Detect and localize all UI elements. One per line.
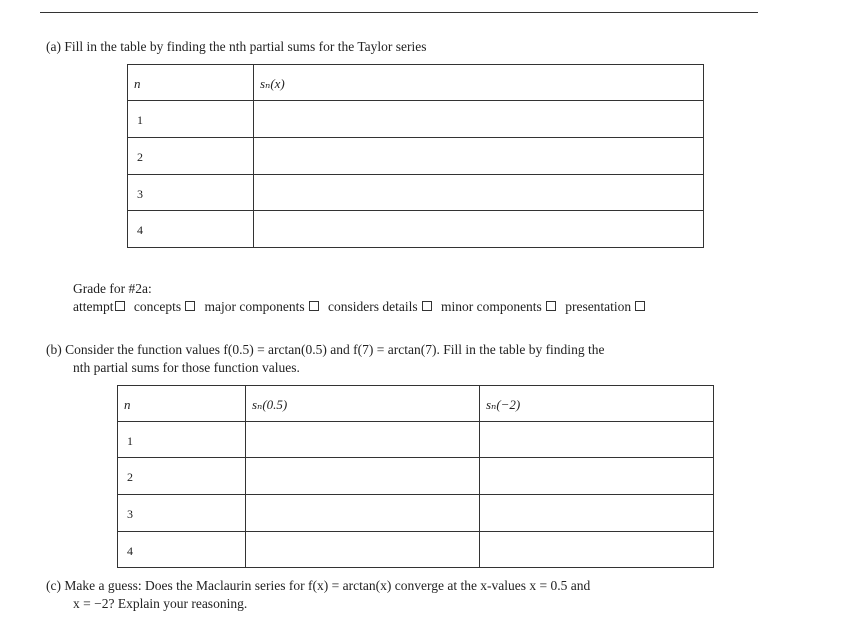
part-a-header-sn: sₙ(x)	[254, 65, 704, 101]
grade-label-attempt: attempt	[73, 299, 114, 314]
part-b-answer-cell[interactable]	[246, 495, 480, 532]
part-b-answer-cell[interactable]	[480, 422, 714, 458]
table-row	[118, 532, 714, 568]
part-a-n-cell: 4	[128, 211, 254, 248]
considers-details-checkbox[interactable]	[422, 301, 432, 311]
major-components-checkbox[interactable]	[309, 301, 319, 311]
part-b-table	[117, 385, 714, 568]
part-b-n-cell: 2	[118, 458, 246, 495]
presentation-checkbox[interactable]	[635, 301, 645, 311]
table-row	[118, 422, 714, 458]
grade-label-presentation: presentation	[565, 299, 632, 314]
part-a-n-cell: 2	[128, 138, 254, 175]
table-row	[128, 175, 704, 211]
grade-title: Grade for #2a:	[73, 281, 152, 296]
minor-components-checkbox[interactable]	[546, 301, 556, 311]
table-row	[128, 211, 704, 248]
part-b-answer-cell[interactable]	[480, 495, 714, 532]
part-a-answer-cell[interactable]	[254, 138, 704, 175]
top-rule	[40, 12, 758, 13]
part-b-header-sn-neg2: sₙ(−2)	[480, 386, 714, 422]
concepts-checkbox[interactable]	[185, 301, 195, 311]
part-b-answer-cell[interactable]	[246, 422, 480, 458]
part-b-n-cell: 1	[118, 422, 246, 458]
grade-checklist	[73, 298, 651, 315]
part-a-prompt: (a) Fill in the table by finding the nth partial sums for the Taylor series	[46, 39, 427, 54]
table-row	[128, 138, 704, 175]
part-b-prompt-line2: nth partial sums for those function values.	[73, 360, 300, 375]
part-a-n-cell: 1	[128, 101, 254, 138]
part-b-answer-cell[interactable]	[480, 458, 714, 495]
part-b-answer-cell[interactable]	[246, 458, 480, 495]
grade-label-major-components: major components	[204, 299, 305, 314]
part-b-n-cell: 4	[118, 532, 246, 568]
part-a-header-n: n	[128, 65, 254, 101]
table-row	[118, 495, 714, 532]
part-c-prompt-line2: x = −2? Explain your reasoning.	[73, 596, 248, 611]
part-b-prompt-line1: (b) Consider the function values f(0.5) = arctan(0.5) and f(7) = arctan(7). Fill in the table by finding the	[46, 342, 605, 357]
table-row	[128, 101, 704, 138]
part-a-answer-cell[interactable]	[254, 175, 704, 211]
part-b-answer-cell[interactable]	[246, 532, 480, 568]
part-a-table	[127, 64, 704, 248]
grade-label-minor-components: minor components	[440, 299, 542, 314]
table-row	[118, 458, 714, 495]
attempt-checkbox[interactable]	[115, 301, 125, 311]
part-a-answer-cell[interactable]	[254, 101, 704, 138]
grade-label-concepts: concepts	[133, 299, 182, 314]
part-c-prompt-line1: (c) Make a guess: Does the Maclaurin series for f(x) = arctan(x) converge at the x-values x = 0.5 and	[46, 578, 591, 593]
part-b-answer-cell[interactable]	[480, 532, 714, 568]
part-a-n-cell: 3	[128, 175, 254, 211]
grade-label-considers-details: considers details	[327, 299, 418, 314]
part-b-n-cell: 3	[118, 495, 246, 532]
part-b-header-sn-half: sₙ(0.5)	[246, 386, 480, 422]
part-b-header-n: n	[118, 386, 246, 422]
part-a-answer-cell[interactable]	[254, 211, 704, 248]
